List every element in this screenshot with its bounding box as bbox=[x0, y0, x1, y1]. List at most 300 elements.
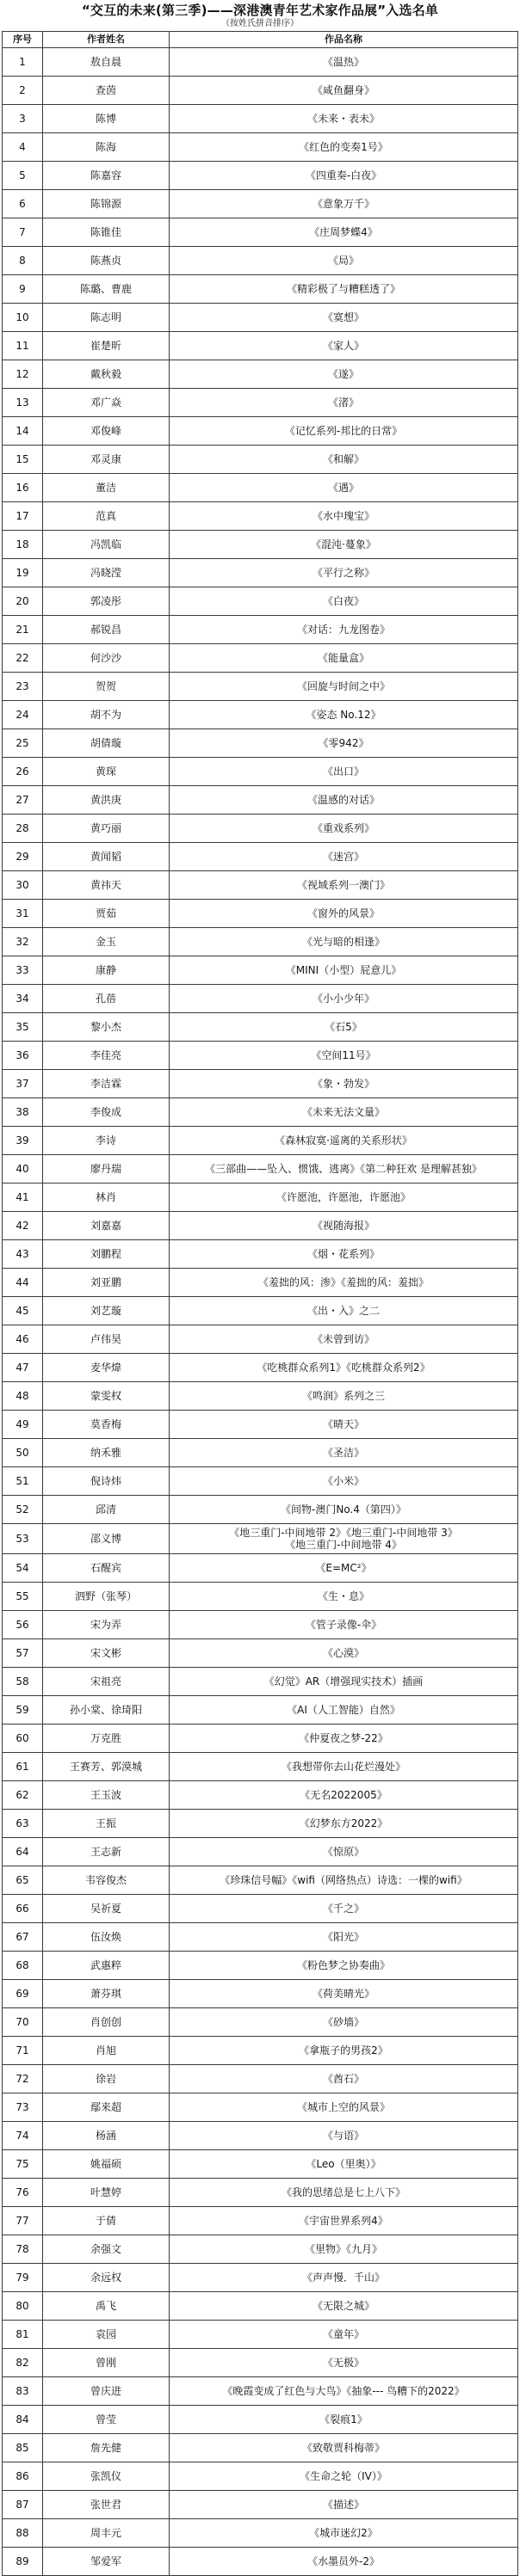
work-title: 《烟・花系列》 bbox=[170, 1240, 518, 1269]
work-title: 《窗外的风景》 bbox=[170, 900, 518, 928]
work-title: 《描述》 bbox=[170, 2491, 518, 2519]
row-number: 59 bbox=[3, 1696, 43, 1725]
row-number: 86 bbox=[3, 2462, 43, 2491]
work-title: 《视随海报》 bbox=[170, 1212, 518, 1240]
row-number: 70 bbox=[3, 2008, 43, 2037]
author-name: 金玉 bbox=[43, 928, 170, 956]
row-number: 54 bbox=[3, 1554, 43, 1583]
table-row bbox=[3, 2548, 518, 2576]
table-row bbox=[3, 2519, 518, 2548]
table-row bbox=[3, 218, 518, 247]
table-row bbox=[3, 2207, 518, 2235]
work-title: 《视域系列一澳门》 bbox=[170, 871, 518, 900]
table-row bbox=[3, 247, 518, 275]
author-name: 王玉波 bbox=[43, 1781, 170, 1810]
author-name: 张凯仪 bbox=[43, 2462, 170, 2491]
author-name: 纳禾雅 bbox=[43, 1439, 170, 1467]
author-name: 石醒宾 bbox=[43, 1554, 170, 1583]
author-name: 陈嘉容 bbox=[43, 162, 170, 190]
author-name: 邓广焱 bbox=[43, 389, 170, 417]
author-name: 万克胜 bbox=[43, 1725, 170, 1753]
work-title: 《水中瑰宝》 bbox=[170, 502, 518, 531]
table-header bbox=[3, 32, 518, 48]
row-number: 40 bbox=[3, 1155, 43, 1183]
author-name: 李俊成 bbox=[43, 1098, 170, 1127]
author-name: 郝锐昌 bbox=[43, 616, 170, 644]
work-title: 《出・入》之二 bbox=[170, 1297, 518, 1325]
author-name: 刘嘉嘉 bbox=[43, 1212, 170, 1240]
row-number: 52 bbox=[3, 1496, 43, 1524]
work-title: 《小小少年》 bbox=[170, 985, 518, 1013]
work-title: 《心漠》 bbox=[170, 1639, 518, 1668]
work-title: 《声声慢．千山》 bbox=[170, 2264, 518, 2292]
row-number: 78 bbox=[3, 2235, 43, 2264]
work-title: 《未来・表未》 bbox=[170, 105, 518, 133]
table-row bbox=[3, 1668, 518, 1696]
row-number: 24 bbox=[3, 701, 43, 729]
row-number: 39 bbox=[3, 1127, 43, 1155]
work-title: 《荷美晴光》 bbox=[170, 1980, 518, 2008]
author-name: 贾茹 bbox=[43, 900, 170, 928]
author-name: 敖自晨 bbox=[43, 48, 170, 77]
work-title: 《和解》 bbox=[170, 446, 518, 474]
work-title: 《姿态 No.12》 bbox=[170, 701, 518, 729]
work-title: 《鸣润》系列之三 bbox=[170, 1382, 518, 1411]
row-number: 26 bbox=[3, 758, 43, 786]
row-number: 82 bbox=[3, 2349, 43, 2377]
work-title: 《空间11号》 bbox=[170, 1042, 518, 1070]
author-name: 徐岩 bbox=[43, 2065, 170, 2093]
row-number: 77 bbox=[3, 2207, 43, 2235]
work-title: 《无极》 bbox=[170, 2349, 518, 2377]
row-number: 7 bbox=[3, 218, 43, 247]
author-name: 宋祖亮 bbox=[43, 1668, 170, 1696]
table-row bbox=[3, 2292, 518, 2321]
row-number: 9 bbox=[3, 275, 43, 304]
header-work: 作品名称 bbox=[170, 32, 518, 48]
row-number: 84 bbox=[3, 2406, 43, 2434]
work-title: 《红色的变奏1号》 bbox=[170, 133, 518, 162]
author-name: 李洁霖 bbox=[43, 1070, 170, 1098]
work-title: 《无名2022005》 bbox=[170, 1781, 518, 1810]
author-name: 邓灵康 bbox=[43, 446, 170, 474]
header-author: 作者姓名 bbox=[43, 32, 170, 48]
author-name: 何沙沙 bbox=[43, 644, 170, 673]
table-row bbox=[3, 1240, 518, 1269]
row-number: 35 bbox=[3, 1013, 43, 1042]
work-title: 《裂痕1》 bbox=[170, 2406, 518, 2434]
author-name: 黄琛 bbox=[43, 758, 170, 786]
table-body bbox=[3, 48, 518, 2576]
author-name: 邵义博 bbox=[43, 1524, 170, 1554]
table-row bbox=[3, 1411, 518, 1439]
author-name: 陈海 bbox=[43, 133, 170, 162]
work-title: 《仲夏夜之梦-22》 bbox=[170, 1725, 518, 1753]
row-number: 80 bbox=[3, 2292, 43, 2321]
table-row bbox=[3, 133, 518, 162]
author-name: 莫香梅 bbox=[43, 1411, 170, 1439]
work-title: 《里物》《九月》 bbox=[170, 2235, 518, 2264]
author-name: 曾莹 bbox=[43, 2406, 170, 2434]
row-number: 74 bbox=[3, 2122, 43, 2150]
table-row bbox=[3, 1155, 518, 1183]
table-header-row bbox=[3, 32, 518, 48]
row-number: 88 bbox=[3, 2519, 43, 2548]
table-row bbox=[3, 843, 518, 871]
table-row bbox=[3, 2349, 518, 2377]
author-name: 崔楚昕 bbox=[43, 332, 170, 360]
document-heading bbox=[0, 0, 520, 31]
author-name: 叶慧婷 bbox=[43, 2179, 170, 2207]
work-title: 《三部曲——坠入、惯饿、逃离》《第二种狂欢 是理解甚独》 bbox=[170, 1155, 518, 1183]
row-number: 53 bbox=[3, 1524, 43, 1554]
work-title: 《羞拙的风：渗》《羞拙的风：羞拙》 bbox=[170, 1269, 518, 1297]
author-name: 刘鹏程 bbox=[43, 1240, 170, 1269]
work-title: 《砂墙》 bbox=[170, 2008, 518, 2037]
author-name: 王振 bbox=[43, 1810, 170, 1838]
author-name: 杨涵 bbox=[43, 2122, 170, 2150]
table-row bbox=[3, 48, 518, 77]
table-row bbox=[3, 2037, 518, 2065]
table-row bbox=[3, 1098, 518, 1127]
row-number: 34 bbox=[3, 985, 43, 1013]
work-title: 《管子录像-伞》 bbox=[170, 1611, 518, 1639]
author-name: 贺贺 bbox=[43, 673, 170, 701]
author-name: 郭凌彤 bbox=[43, 587, 170, 616]
row-number: 65 bbox=[3, 1866, 43, 1895]
table-row bbox=[3, 275, 518, 304]
author-name: 戴秋毅 bbox=[43, 360, 170, 389]
row-number: 49 bbox=[3, 1411, 43, 1439]
work-title: 《渚》 bbox=[170, 389, 518, 417]
row-number: 75 bbox=[3, 2150, 43, 2179]
table-row bbox=[3, 2321, 518, 2349]
author-name: 宋文彬 bbox=[43, 1639, 170, 1668]
table-row bbox=[3, 1952, 518, 1980]
table-row bbox=[3, 1524, 518, 1554]
work-title: 《MINI（小型）屁意儿》 bbox=[170, 956, 518, 985]
row-number: 2 bbox=[3, 77, 43, 105]
author-name: 康静 bbox=[43, 956, 170, 985]
row-number: 79 bbox=[3, 2264, 43, 2292]
author-name: 黄洪庚 bbox=[43, 786, 170, 815]
table-row bbox=[3, 815, 518, 843]
row-number: 69 bbox=[3, 1980, 43, 2008]
work-title: 《零942》 bbox=[170, 729, 518, 758]
row-number: 73 bbox=[3, 2093, 43, 2122]
row-number: 58 bbox=[3, 1668, 43, 1696]
row-number: 28 bbox=[3, 815, 43, 843]
table-row bbox=[3, 77, 518, 105]
table-row bbox=[3, 417, 518, 446]
author-name: 伍汝焕 bbox=[43, 1923, 170, 1952]
row-number: 8 bbox=[3, 247, 43, 275]
author-name: 萧芬琪 bbox=[43, 1980, 170, 2008]
table-row bbox=[3, 389, 518, 417]
table-row bbox=[3, 1980, 518, 2008]
table-row bbox=[3, 871, 518, 900]
work-title: 《间物-澳门No.4（第四）》 bbox=[170, 1496, 518, 1524]
work-title: 《回旋与时间之中》 bbox=[170, 673, 518, 701]
author-name: 余强文 bbox=[43, 2235, 170, 2264]
author-name: 武惠粹 bbox=[43, 1952, 170, 1980]
row-number: 50 bbox=[3, 1439, 43, 1467]
row-number: 66 bbox=[3, 1895, 43, 1923]
row-number: 6 bbox=[3, 190, 43, 218]
row-number: 25 bbox=[3, 729, 43, 758]
work-title: 《重戏系列》 bbox=[170, 815, 518, 843]
row-number: 44 bbox=[3, 1269, 43, 1297]
table-row bbox=[3, 2122, 518, 2150]
row-number: 30 bbox=[3, 871, 43, 900]
row-number: 42 bbox=[3, 1212, 43, 1240]
row-number: 20 bbox=[3, 587, 43, 616]
row-number: 45 bbox=[3, 1297, 43, 1325]
work-title: 《我的思绪总是七上八下》 bbox=[170, 2179, 518, 2207]
table-row bbox=[3, 2093, 518, 2122]
row-number: 36 bbox=[3, 1042, 43, 1070]
table-row bbox=[3, 956, 518, 985]
work-title: 《象・勃发》 bbox=[170, 1070, 518, 1098]
row-number: 22 bbox=[3, 644, 43, 673]
author-name: 黄祎天 bbox=[43, 871, 170, 900]
work-title: 《小米》 bbox=[170, 1467, 518, 1496]
row-number: 11 bbox=[3, 332, 43, 360]
work-title: 《我想带你去山花烂漫处》 bbox=[170, 1753, 518, 1781]
row-number: 23 bbox=[3, 673, 43, 701]
table-row bbox=[3, 1354, 518, 1382]
table-row bbox=[3, 2150, 518, 2179]
table-row bbox=[3, 985, 518, 1013]
table-row bbox=[3, 1696, 518, 1725]
table-row bbox=[3, 1781, 518, 1810]
row-number: 27 bbox=[3, 786, 43, 815]
work-title: 《白夜》 bbox=[170, 587, 518, 616]
work-title: 《局》 bbox=[170, 247, 518, 275]
row-number: 32 bbox=[3, 928, 43, 956]
author-name: 姚福硕 bbox=[43, 2150, 170, 2179]
work-title: 《能量盒》 bbox=[170, 644, 518, 673]
author-name: 詹先健 bbox=[43, 2434, 170, 2462]
row-number: 87 bbox=[3, 2491, 43, 2519]
work-title: 《粉色梦之协奏曲》 bbox=[170, 1952, 518, 1980]
table-row bbox=[3, 1838, 518, 1866]
author-name: 李诗 bbox=[43, 1127, 170, 1155]
work-title: 《许愿池，许愿池，许愿池》 bbox=[170, 1183, 518, 1212]
work-title: 《AI（人工智能）自然》 bbox=[170, 1696, 518, 1725]
work-title: 《晴天》 bbox=[170, 1411, 518, 1439]
work-title: 《圣洁》 bbox=[170, 1439, 518, 1467]
author-name: 王志新 bbox=[43, 1838, 170, 1866]
author-name: 禹飞 bbox=[43, 2292, 170, 2321]
table-row bbox=[3, 1297, 518, 1325]
selection-table bbox=[2, 31, 518, 2576]
author-name: 袁园 bbox=[43, 2321, 170, 2349]
work-title: 《拿瓶子的男孩2》 bbox=[170, 2037, 518, 2065]
author-name: 卢伟昊 bbox=[43, 1325, 170, 1354]
author-name: 陈锥佳 bbox=[43, 218, 170, 247]
row-number: 10 bbox=[3, 304, 43, 332]
table-row bbox=[3, 559, 518, 587]
work-title: 《记忆系列-邦比的日常》 bbox=[170, 417, 518, 446]
table-row bbox=[3, 1923, 518, 1952]
table-row bbox=[3, 1013, 518, 1042]
author-name: 周丰元 bbox=[43, 2519, 170, 2548]
header-number: 序号 bbox=[3, 32, 43, 48]
table-row bbox=[3, 332, 518, 360]
table-row bbox=[3, 616, 518, 644]
table-row bbox=[3, 2406, 518, 2434]
author-name: 鄢来超 bbox=[43, 2093, 170, 2122]
work-title: 《晚霞变成了红色与大鸟》《抽象--- 鸟糟下的2022》 bbox=[170, 2377, 518, 2406]
row-number: 68 bbox=[3, 1952, 43, 1980]
table-row bbox=[3, 2179, 518, 2207]
row-number: 61 bbox=[3, 1753, 43, 1781]
author-name: 刘艺璇 bbox=[43, 1297, 170, 1325]
author-name: 吴祈夏 bbox=[43, 1895, 170, 1923]
work-title: 《迷宫》 bbox=[170, 843, 518, 871]
table-row bbox=[3, 786, 518, 815]
author-name: 泗野（张琴） bbox=[43, 1583, 170, 1611]
table-row bbox=[3, 2065, 518, 2093]
row-number: 57 bbox=[3, 1639, 43, 1668]
row-number: 43 bbox=[3, 1240, 43, 1269]
row-number: 15 bbox=[3, 446, 43, 474]
table-row bbox=[3, 474, 518, 502]
work-title: 《精彩极了与糟糕透了》 bbox=[170, 275, 518, 304]
table-row bbox=[3, 1639, 518, 1668]
author-name: 黄巧丽 bbox=[43, 815, 170, 843]
row-number: 13 bbox=[3, 389, 43, 417]
author-name: 蒙雯权 bbox=[43, 1382, 170, 1411]
table-row bbox=[3, 2264, 518, 2292]
row-number: 19 bbox=[3, 559, 43, 587]
work-title: 《寞想》 bbox=[170, 304, 518, 332]
row-number: 5 bbox=[3, 162, 43, 190]
author-name: 倪诗炜 bbox=[43, 1467, 170, 1496]
author-name: 余远权 bbox=[43, 2264, 170, 2292]
work-title: 《未来无法文量》 bbox=[170, 1098, 518, 1127]
table-row bbox=[3, 701, 518, 729]
author-name: 查茵 bbox=[43, 77, 170, 105]
table-row bbox=[3, 1325, 518, 1354]
author-name: 肖旭 bbox=[43, 2037, 170, 2065]
row-number: 46 bbox=[3, 1325, 43, 1354]
table-row bbox=[3, 758, 518, 786]
author-name: 曾庆进 bbox=[43, 2377, 170, 2406]
table-row bbox=[3, 1895, 518, 1923]
row-number: 89 bbox=[3, 2548, 43, 2576]
work-title: 《千之》 bbox=[170, 1895, 518, 1923]
table-row bbox=[3, 2462, 518, 2491]
work-title: 《惊原》 bbox=[170, 1838, 518, 1866]
author-name: 黄闻韬 bbox=[43, 843, 170, 871]
row-number: 71 bbox=[3, 2037, 43, 2065]
table-row bbox=[3, 644, 518, 673]
work-title: 《温热》 bbox=[170, 48, 518, 77]
document-title: “交互的未来(第三季)——深港澳青年艺术家作品展”入选名单 bbox=[81, 3, 439, 18]
author-name: 陈璐、曹鹿 bbox=[43, 275, 170, 304]
author-name: 于倩 bbox=[43, 2207, 170, 2235]
work-title: 《地三重门-中间地带 2》《地三重门-中间地带 3》 《地三重门-中间地带 4》 bbox=[170, 1524, 518, 1554]
work-title: 《未曾到访》 bbox=[170, 1325, 518, 1354]
author-name: 邓俊峰 bbox=[43, 417, 170, 446]
table-row bbox=[3, 2235, 518, 2264]
work-title: 《对话：九龙图卷》 bbox=[170, 616, 518, 644]
author-name: 韦容俊杰 bbox=[43, 1866, 170, 1895]
table-row bbox=[3, 587, 518, 616]
work-title: 《石5》 bbox=[170, 1013, 518, 1042]
table-row bbox=[3, 162, 518, 190]
work-title: 《阳光》 bbox=[170, 1923, 518, 1952]
author-name: 刘亚鹏 bbox=[43, 1269, 170, 1297]
table-row bbox=[3, 1183, 518, 1212]
row-number: 64 bbox=[3, 1838, 43, 1866]
row-number: 33 bbox=[3, 956, 43, 985]
work-title: 《生・息》 bbox=[170, 1583, 518, 1611]
table-row bbox=[3, 1382, 518, 1411]
author-name: 宋为弄 bbox=[43, 1611, 170, 1639]
row-number: 60 bbox=[3, 1725, 43, 1753]
author-name: 胡不为 bbox=[43, 701, 170, 729]
author-name: 邱清 bbox=[43, 1496, 170, 1524]
work-title: 《意象万千》 bbox=[170, 190, 518, 218]
work-title: 《温感的对话》 bbox=[170, 786, 518, 815]
work-title: 《庄周梦蝶4》 bbox=[170, 218, 518, 247]
row-number: 21 bbox=[3, 616, 43, 644]
author-name: 廖丹瑞 bbox=[43, 1155, 170, 1183]
work-title: 《出口》 bbox=[170, 758, 518, 786]
table-row bbox=[3, 1583, 518, 1611]
row-number: 17 bbox=[3, 502, 43, 531]
work-title: 《吃桃群众系列1》《吃桃群众系列2》 bbox=[170, 1354, 518, 1382]
work-title: 《致敬贾科梅蒂》 bbox=[170, 2434, 518, 2462]
author-name: 张世君 bbox=[43, 2491, 170, 2519]
author-name: 董洁 bbox=[43, 474, 170, 502]
table-row bbox=[3, 360, 518, 389]
author-name: 冯晓滢 bbox=[43, 559, 170, 587]
table-row bbox=[3, 1070, 518, 1098]
row-number: 41 bbox=[3, 1183, 43, 1212]
author-name: 黎小杰 bbox=[43, 1013, 170, 1042]
table-row bbox=[3, 900, 518, 928]
work-title: 《珍珠信号幅》《wifi（网络热点）诗选：一棵的wifi》 bbox=[170, 1866, 518, 1895]
table-row bbox=[3, 1212, 518, 1240]
work-title: 《平行之称》 bbox=[170, 559, 518, 587]
author-name: 陈燕贞 bbox=[43, 247, 170, 275]
author-name: 陈锦源 bbox=[43, 190, 170, 218]
table-row bbox=[3, 446, 518, 474]
row-number: 72 bbox=[3, 2065, 43, 2093]
author-name: 邹爱军 bbox=[43, 2548, 170, 2576]
row-number: 3 bbox=[3, 105, 43, 133]
table-row bbox=[3, 1725, 518, 1753]
work-title: 《生命之轮（IV）》 bbox=[170, 2462, 518, 2491]
table-row bbox=[3, 1269, 518, 1297]
row-number: 31 bbox=[3, 900, 43, 928]
row-number: 55 bbox=[3, 1583, 43, 1611]
table-row bbox=[3, 1127, 518, 1155]
row-number: 63 bbox=[3, 1810, 43, 1838]
author-name: 王赛芳、郭漠城 bbox=[43, 1753, 170, 1781]
table-row bbox=[3, 1866, 518, 1895]
table-row bbox=[3, 1554, 518, 1583]
row-number: 16 bbox=[3, 474, 43, 502]
row-number: 85 bbox=[3, 2434, 43, 2462]
table-row bbox=[3, 1611, 518, 1639]
table-row bbox=[3, 1753, 518, 1781]
work-title: 《与语》 bbox=[170, 2122, 518, 2150]
